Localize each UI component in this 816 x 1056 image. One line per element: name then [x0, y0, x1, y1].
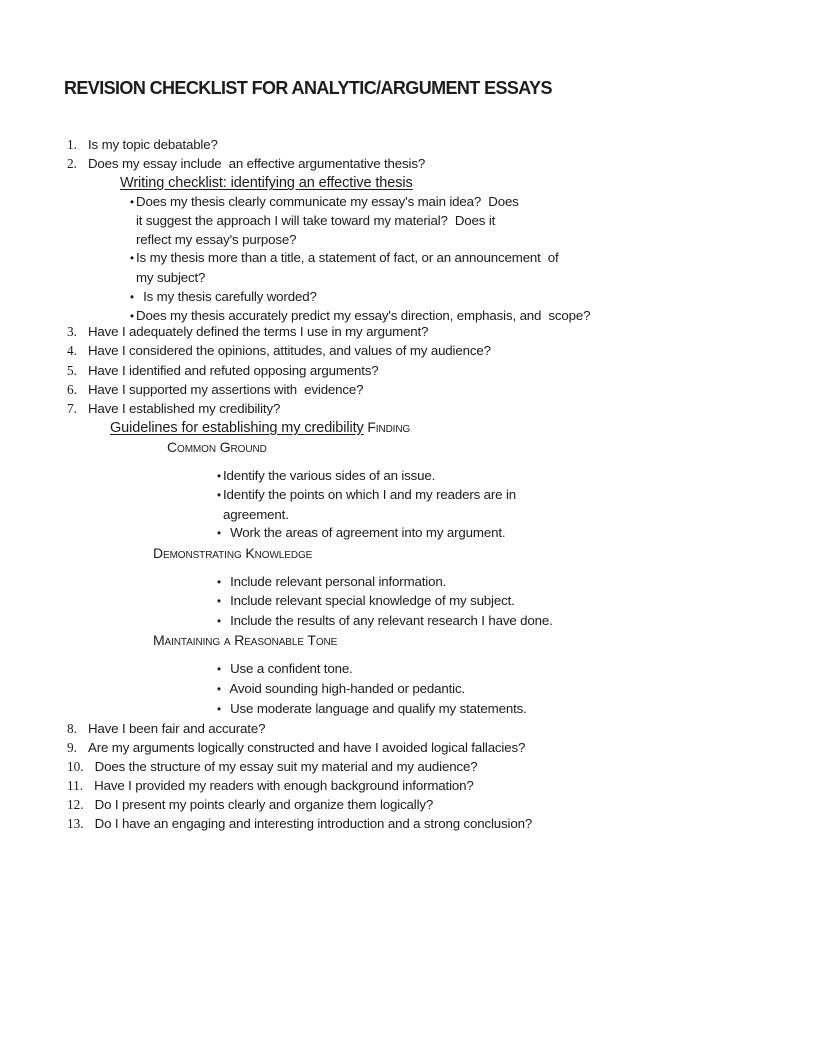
smallcaps-heading: Maintaining a Reasonable Tone [153, 632, 338, 649]
item-text: Have I provided my readers with enough background information? [94, 778, 474, 794]
item-number: 11. [67, 778, 84, 794]
item-number: 5. [67, 362, 77, 378]
item-text: Do I have an engaging and interesting introduction and a strong conclusion? [94, 816, 533, 832]
item-number: 7. [67, 400, 77, 416]
item-text: Do I present my points clearly and organize them logically? [94, 797, 434, 813]
item-text: Does my essay include an effective argumentative thesis? [87, 156, 426, 172]
numbered-item [0, 136, 816, 155]
bullet-item [130, 288, 816, 308]
item-number: 2. [67, 156, 77, 172]
bullet-item [217, 467, 816, 487]
bullet-item [217, 524, 816, 544]
underlined-heading-text: Writing checklist: identifying an effective thesis [120, 175, 413, 192]
bullet-item [217, 612, 816, 632]
bullet-text: Does my thesis clearly communicate my essay's main idea? Does [136, 193, 519, 209]
bullet-text: Is my thesis more than a title, a statement of fact, or an announcement of [136, 250, 559, 266]
numbered-item [0, 155, 816, 174]
numbered-item [0, 720, 816, 739]
item-number: 1. [67, 137, 77, 152]
bullet-text: Identify the points on which I and my readers are in [223, 487, 517, 503]
document-title: REVISION CHECKLIST FOR ANALYTIC/ARGUMENT ESSAYS [64, 78, 552, 98]
bullet-list [217, 573, 816, 632]
underlined-heading-text: Guidelines for establishing my credibility [110, 419, 364, 436]
item-text: Have I identified and refuted opposing arguments? [87, 362, 379, 378]
smallcaps-heading: Common Ground [167, 438, 267, 455]
bullet-list [217, 660, 816, 719]
bullet-text: Include the results of any relevant research I have done. [223, 612, 553, 628]
bullet-text-wrapped-line: my subject? [136, 270, 206, 286]
bullet-item [130, 249, 816, 269]
bullet-text: Include relevant special knowledge of my subject. [223, 593, 515, 609]
item-number: 13. [67, 816, 84, 832]
numbered-item [0, 739, 816, 758]
numbered-item [0, 815, 816, 834]
item-text: Have I established my credibility? [87, 400, 281, 416]
numbered-item [0, 362, 816, 381]
numbered-item [0, 758, 816, 777]
item-number: 10. [67, 758, 84, 774]
item-text: Have I adequately defined the terms I use in my argument? [87, 324, 429, 340]
bullet-icon: • [217, 684, 221, 697]
item-text: Are my arguments logically constructed and have I avoided logical fallacies? [87, 739, 526, 755]
bullet-item [217, 700, 816, 720]
item-text: Is my topic debatable? [87, 137, 218, 152]
bullet-list [130, 193, 816, 327]
bullet-text: Use moderate language and qualify my statements. [223, 700, 527, 716]
bullet-icon: • [217, 596, 221, 609]
numbered-item [0, 342, 816, 361]
bullet-item [130, 193, 816, 213]
numbered-item [0, 777, 816, 796]
item-number: 4. [67, 343, 77, 359]
bullet-text: Include relevant personal information. [223, 573, 447, 589]
bullet-text-wrapped-line: reflect my essay's purpose? [136, 231, 297, 247]
bullet-icon: • [217, 615, 221, 628]
bullet-icon: • [130, 291, 134, 304]
numbered-item [0, 381, 816, 400]
item-text: Have I considered the opinions, attitudes, and values of my audience? [87, 343, 491, 359]
item-text: Have I supported my assertions with evidence? [87, 381, 364, 397]
item-text: Have I been fair and accurate? [87, 720, 266, 736]
item-text: Does the structure of my essay suit my material and my audience? [94, 758, 478, 774]
bullet-text-wrapped-line: it suggest the approach I will take toward my material? Does it [136, 213, 496, 229]
bullet-text: Work the areas of agreement into my argument. [223, 525, 506, 541]
underlined-heading [110, 419, 816, 438]
bullet-text-wrapped-line: agreement. [223, 506, 289, 522]
bullet-item [217, 573, 816, 593]
bullet-icon: • [217, 528, 221, 541]
bullet-icon: • [217, 664, 221, 677]
item-number: 8. [67, 720, 77, 736]
item-number: 12. [67, 797, 84, 813]
bullet-item [217, 486, 816, 506]
bullet-text: Identify the various sides of an issue. [223, 467, 436, 483]
smallcaps-suffix: Finding [363, 419, 411, 435]
bullet-icon: • [130, 196, 134, 209]
bullet-item [217, 680, 816, 700]
bullet-icon: • [217, 490, 221, 503]
item-number: 9. [67, 739, 77, 755]
bullet-item [217, 592, 816, 612]
bullet-icon: • [130, 311, 134, 324]
bullet-icon: • [217, 703, 221, 716]
bullet-text: Avoid sounding high-handed or pedantic. [223, 681, 466, 697]
numbered-item [0, 323, 816, 342]
bullet-text: Is my thesis carefully worded? [136, 288, 317, 304]
numbered-item [0, 400, 816, 419]
bullet-icon: • [217, 470, 221, 483]
bullet-icon: • [217, 576, 221, 589]
item-number: 3. [67, 324, 77, 340]
item-number: 6. [67, 381, 77, 397]
smallcaps-heading: Demonstrating Knowledge [153, 544, 313, 561]
document-blocks [0, 136, 816, 834]
bullet-icon: • [130, 253, 134, 266]
underlined-heading [120, 174, 816, 193]
bullet-list [217, 467, 816, 544]
numbered-item [0, 796, 816, 815]
bullet-text: Use a confident tone. [223, 661, 353, 677]
bullet-text: Does my thesis accurately predict my essay's direction, emphasis, and scope? [136, 308, 591, 324]
bullet-item [217, 660, 816, 680]
